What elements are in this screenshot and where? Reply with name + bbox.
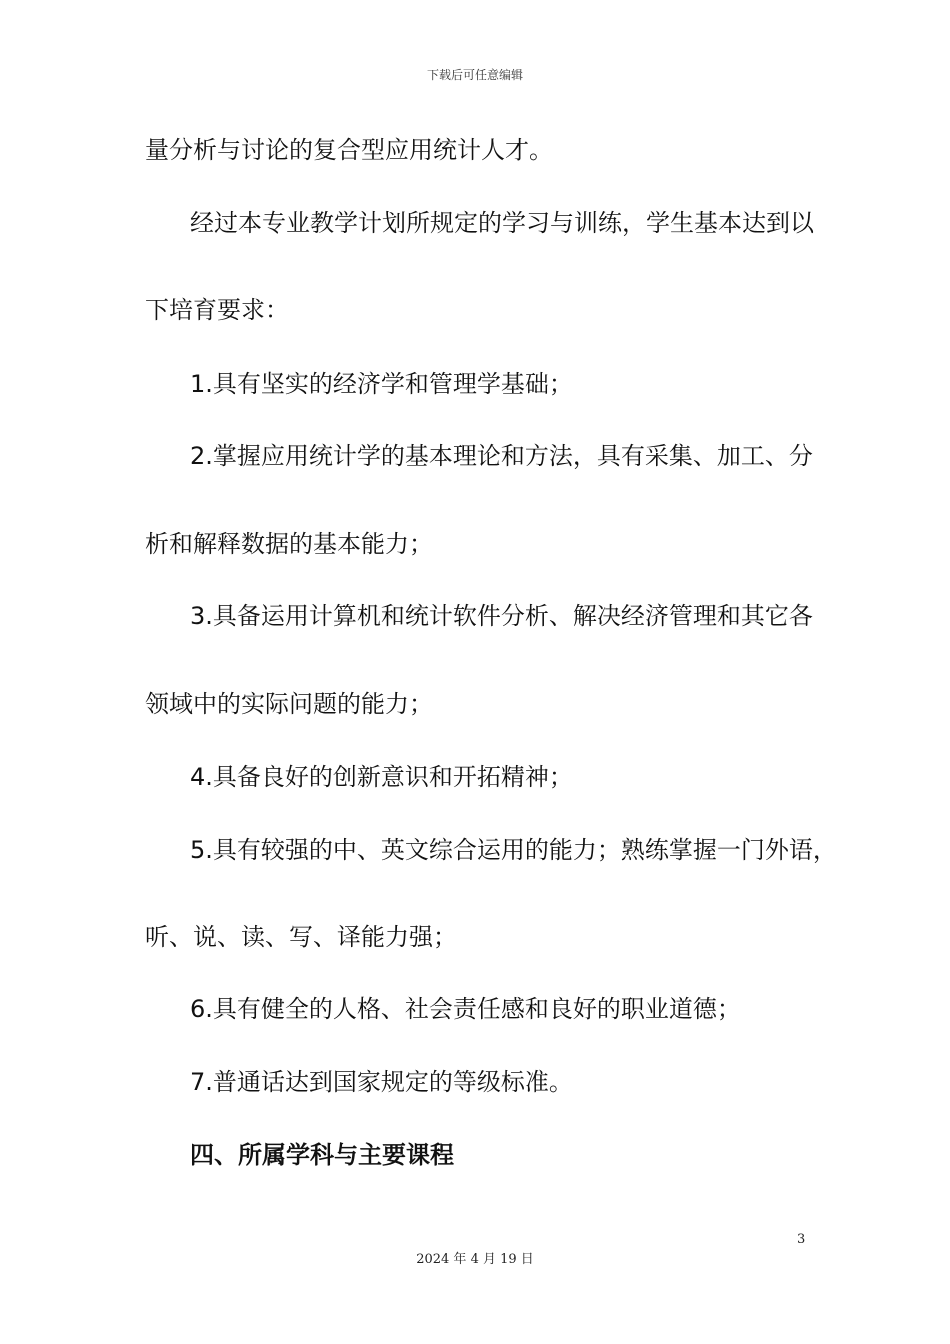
body-line: 经过本专业教学计划所规定的学习与训练，学生基本达到以 (190, 209, 814, 237)
footer-date: 2024 年 4 月 19 日 (416, 1252, 534, 1267)
body-line: 析和解释数据的基本能力； (145, 530, 433, 558)
list-item: 3.具备运用计算机和统计软件分析、解决经济管理和其它各 (190, 602, 813, 630)
list-item: 6.具有健全的人格、社会责任感和良好的职业道德； (190, 995, 741, 1023)
list-item: 7.普通话达到国家规定的等级标准。 (190, 1068, 573, 1096)
page-number: 3 (797, 1232, 806, 1247)
body-line: 下培育要求： (145, 296, 289, 324)
body-line: 听、说、读、写、译能力强； (145, 923, 457, 951)
list-item: 5.具有较强的中、英文综合运用的能力；熟练掌握一门外语， (190, 836, 837, 864)
header-note: 下载后可任意编辑 (426, 68, 523, 82)
body-line: 量分析与讨论的复合型应用统计人才。 (145, 136, 553, 164)
section-heading: 四、所属学科与主要课程 (190, 1141, 454, 1169)
list-item: 1.具有坚实的经济学和管理学基础； (190, 370, 573, 398)
list-item: 2.掌握应用统计学的基本理论和方法，具有采集、加工、分 (190, 442, 813, 470)
body-line: 领域中的实际问题的能力； (145, 690, 433, 718)
list-item: 4.具备良好的创新意识和开拓精神； (190, 763, 573, 791)
